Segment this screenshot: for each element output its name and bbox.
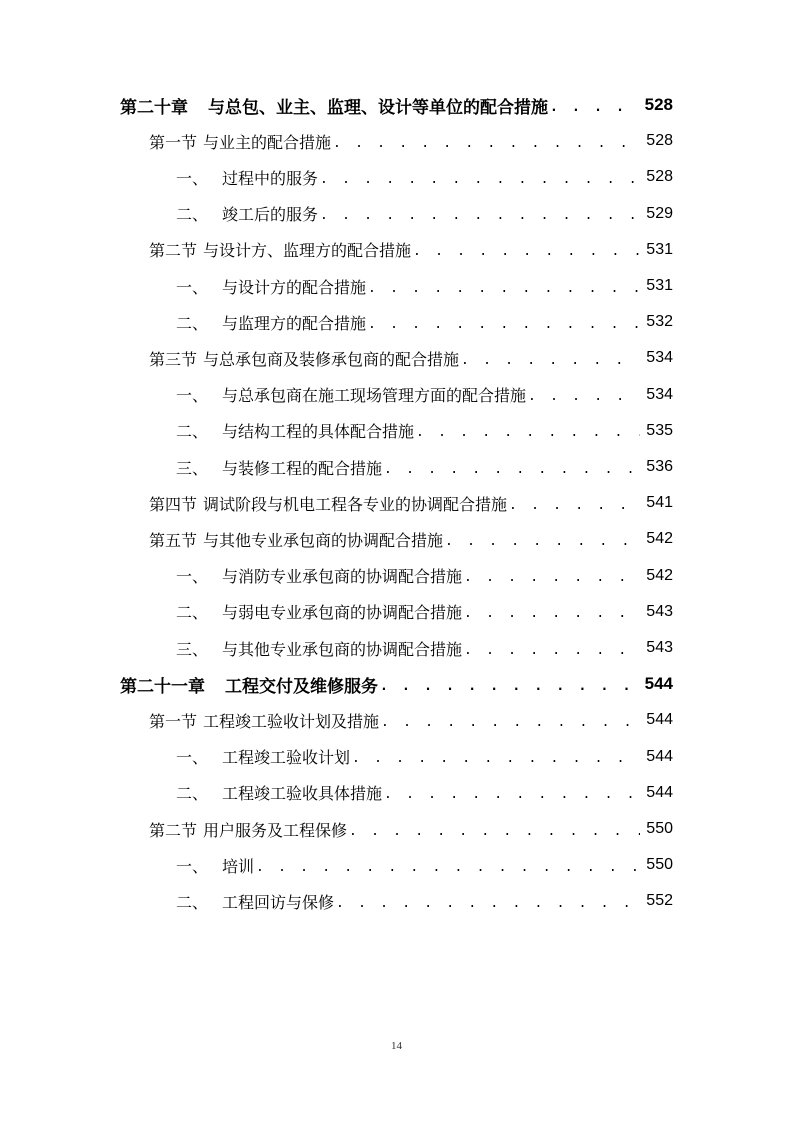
toc-leader-dots [384,783,640,802]
toc-entry-title [176,890,336,913]
toc-item-entry[interactable] [176,561,673,591]
toc-section-entry[interactable] [149,488,673,518]
toc-entry-title [176,781,384,804]
toc-page-number: 544 [644,674,673,694]
toc-entry-title [176,311,368,334]
toc-page-number: 528 [646,132,673,150]
toc-leader-dots [320,204,640,223]
toc-entry-text: 与业主的配合措施 [203,132,332,152]
toc-entry-title [176,166,320,189]
toc-section-entry[interactable] [149,235,673,265]
toc-entry-label: 第二十一章 [120,676,205,697]
toc-leader-dots [352,747,640,766]
toc-item-entry[interactable] [176,271,673,301]
toc-entry-text: 与结构工程的具体配合措施 [222,422,415,442]
toc-item-entry[interactable] [176,307,673,337]
toc-entry-label: 第一节 [149,711,198,731]
toc-item-entry[interactable] [176,416,673,446]
toc-entry-title [176,564,464,587]
toc-page-number: 532 [646,313,673,331]
toc-leader-dots [464,566,640,585]
toc-item-entry[interactable] [176,886,673,916]
toc-entry-title [176,275,368,298]
toc-chapter-entry[interactable] [120,90,673,120]
toc-page-number: 536 [646,458,673,475]
toc-entry-label: 二、 [176,892,209,912]
toc-entry-label: 二、 [176,784,209,804]
toc-item-entry[interactable] [176,850,673,880]
toc-entry-title [120,672,380,697]
toc-leader-dots [380,675,639,694]
toc-entry-title [149,130,333,153]
toc-page-number: 528 [644,95,673,114]
toc-leader-dots [368,277,640,296]
toc-entry-label: 第二节 [149,820,198,840]
toc-page-number: 544 [646,747,673,765]
toc-page-number: 541 [646,494,673,512]
toc-page-number: 531 [646,277,673,294]
toc-entry-title [149,492,509,515]
toc-leader-dots [464,602,640,621]
toc-entry-label: 一、 [176,748,209,768]
toc-entry-title [149,709,381,732]
toc-entry-text: 与装修工程的配合措施 [222,458,383,478]
toc-entry-label: 一、 [176,567,209,587]
toc-entry-text: 与监理方的配合措施 [222,313,367,333]
toc-page-number: 542 [646,530,673,548]
toc-section-entry[interactable] [149,524,673,554]
toc-entry-text: 与设计方的配合措施 [222,277,367,297]
toc-entry-label: 第一节 [149,132,198,152]
toc-leader-dots [256,856,640,875]
toc-entry-text: 工程回访与保修 [222,892,335,912]
toc-entry-label: 第四节 [149,494,198,514]
toc-entry-label: 三、 [176,639,209,659]
toc-section-entry[interactable] [149,814,673,844]
toc-item-entry[interactable] [176,742,673,772]
toc-entry-title [176,600,464,623]
toc-page-number: 544 [646,783,673,801]
toc-entry-text: 与总承包商及装修承包商的配合措施 [203,349,460,369]
toc-entry-label: 一、 [176,856,209,876]
toc-item-entry[interactable] [176,633,673,663]
toc-entry-label: 第三节 [149,349,198,369]
toc-leader-dots [320,168,640,187]
toc-leader-dots [333,132,640,151]
toc-page-number: 535 [646,421,673,439]
toc-chapter-entry[interactable] [120,669,673,699]
toc-entry-text: 与总承包商在施工现场管理方面的配合措施 [222,386,527,406]
toc-entry-title [176,383,528,406]
toc-entry-label: 三、 [176,458,209,478]
toc-entry-title [176,745,352,768]
toc-page-number: 552 [646,892,673,910]
toc-entry-title [149,347,461,370]
toc-entry-text: 与消防专业承包商的协调配合措施 [222,567,463,587]
toc-entry-label: 二、 [176,205,209,225]
toc-item-entry[interactable] [176,380,673,410]
toc-item-entry[interactable] [176,597,673,627]
toc-item-entry[interactable] [176,452,673,482]
toc-entry-text: 工程竣工验收计划 [222,748,351,768]
toc-entry-text: 培训 [222,856,255,876]
toc-leader-dots [509,494,640,513]
toc-section-entry[interactable] [149,705,673,735]
toc-leader-dots [381,711,640,730]
toc-entry-label: 一、 [176,168,209,188]
toc-entry-text: 用户服务及工程保修 [203,820,348,840]
toc-leader-dots [464,639,640,658]
toc-entry-text: 调试阶段与机电工程各专业的协调配合措施 [203,494,508,514]
toc-leader-dots [528,385,640,404]
toc-entry-title [149,528,445,551]
toc-leader-dots [413,240,640,259]
toc-leader-dots [416,421,640,440]
toc-entry-label: 第五节 [149,530,198,550]
toc-leader-dots [349,820,640,839]
toc-entry-title [176,202,320,225]
toc-page-number: 544 [646,711,673,729]
toc-leader-dots [550,96,639,115]
toc-page-number: 543 [646,639,673,656]
toc-page-number: 534 [646,385,673,403]
toc-entry-label: 二、 [176,313,209,333]
toc-leader-dots [336,892,640,911]
toc-entry-label: 第二十章 [120,97,188,118]
toc-item-entry[interactable] [176,162,673,192]
toc-page-number: 542 [646,566,673,584]
toc-entry-title [176,854,256,877]
toc-section-entry[interactable] [149,126,673,156]
toc-entry-text: 与弱电专业承包商的协调配合措施 [222,603,463,623]
toc-page-number: 528 [646,168,673,186]
toc-entry-title [149,238,413,261]
toc-entry-text: 与其他专业承包商的协调配合措施 [222,639,463,659]
toc-entry-label: 第二节 [149,241,198,261]
toc-page-number: 531 [646,240,673,258]
toc-page-number: 550 [646,820,673,837]
toc-entry-title [149,818,349,841]
toc-entry-text: 与总包、业主、监理、设计等单位的配合措施 [208,97,548,118]
toc-entry-text: 工程竣工验收计划及措施 [203,711,380,731]
toc-page-number: 550 [646,856,673,874]
toc-entry-label: 一、 [176,386,209,406]
toc-entry-label: 二、 [176,422,209,442]
toc-entry-text: 与设计方、监理方的配合措施 [203,241,412,261]
toc-entry-text: 过程中的服务 [222,168,319,188]
toc-item-entry[interactable] [176,199,673,229]
toc-page-number: 529 [646,204,673,222]
toc-entry-text: 工程交付及维修服务 [225,676,378,697]
toc-leader-dots [461,349,640,368]
toc-entry-title [176,456,384,479]
toc-entry-title [120,93,550,118]
toc-section-entry[interactable] [149,343,673,373]
toc-entry-label: 二、 [176,603,209,623]
toc-leader-dots [384,458,640,477]
page-number: 14 [391,1040,402,1052]
toc-entry-title [176,637,464,660]
toc-page-number: 543 [646,602,673,620]
toc-item-entry[interactable] [176,778,673,808]
toc-page-number: 534 [646,349,673,367]
toc-entry-text: 工程竣工验收具体措施 [222,784,383,804]
toc-leader-dots [445,530,640,549]
toc-entry-title [176,419,416,442]
toc-entry-text: 竣工后的服务 [222,205,319,225]
toc-leader-dots [368,313,640,332]
toc-entry-label: 一、 [176,277,209,297]
toc-entry-text: 与其他专业承包商的协调配合措施 [203,530,444,550]
